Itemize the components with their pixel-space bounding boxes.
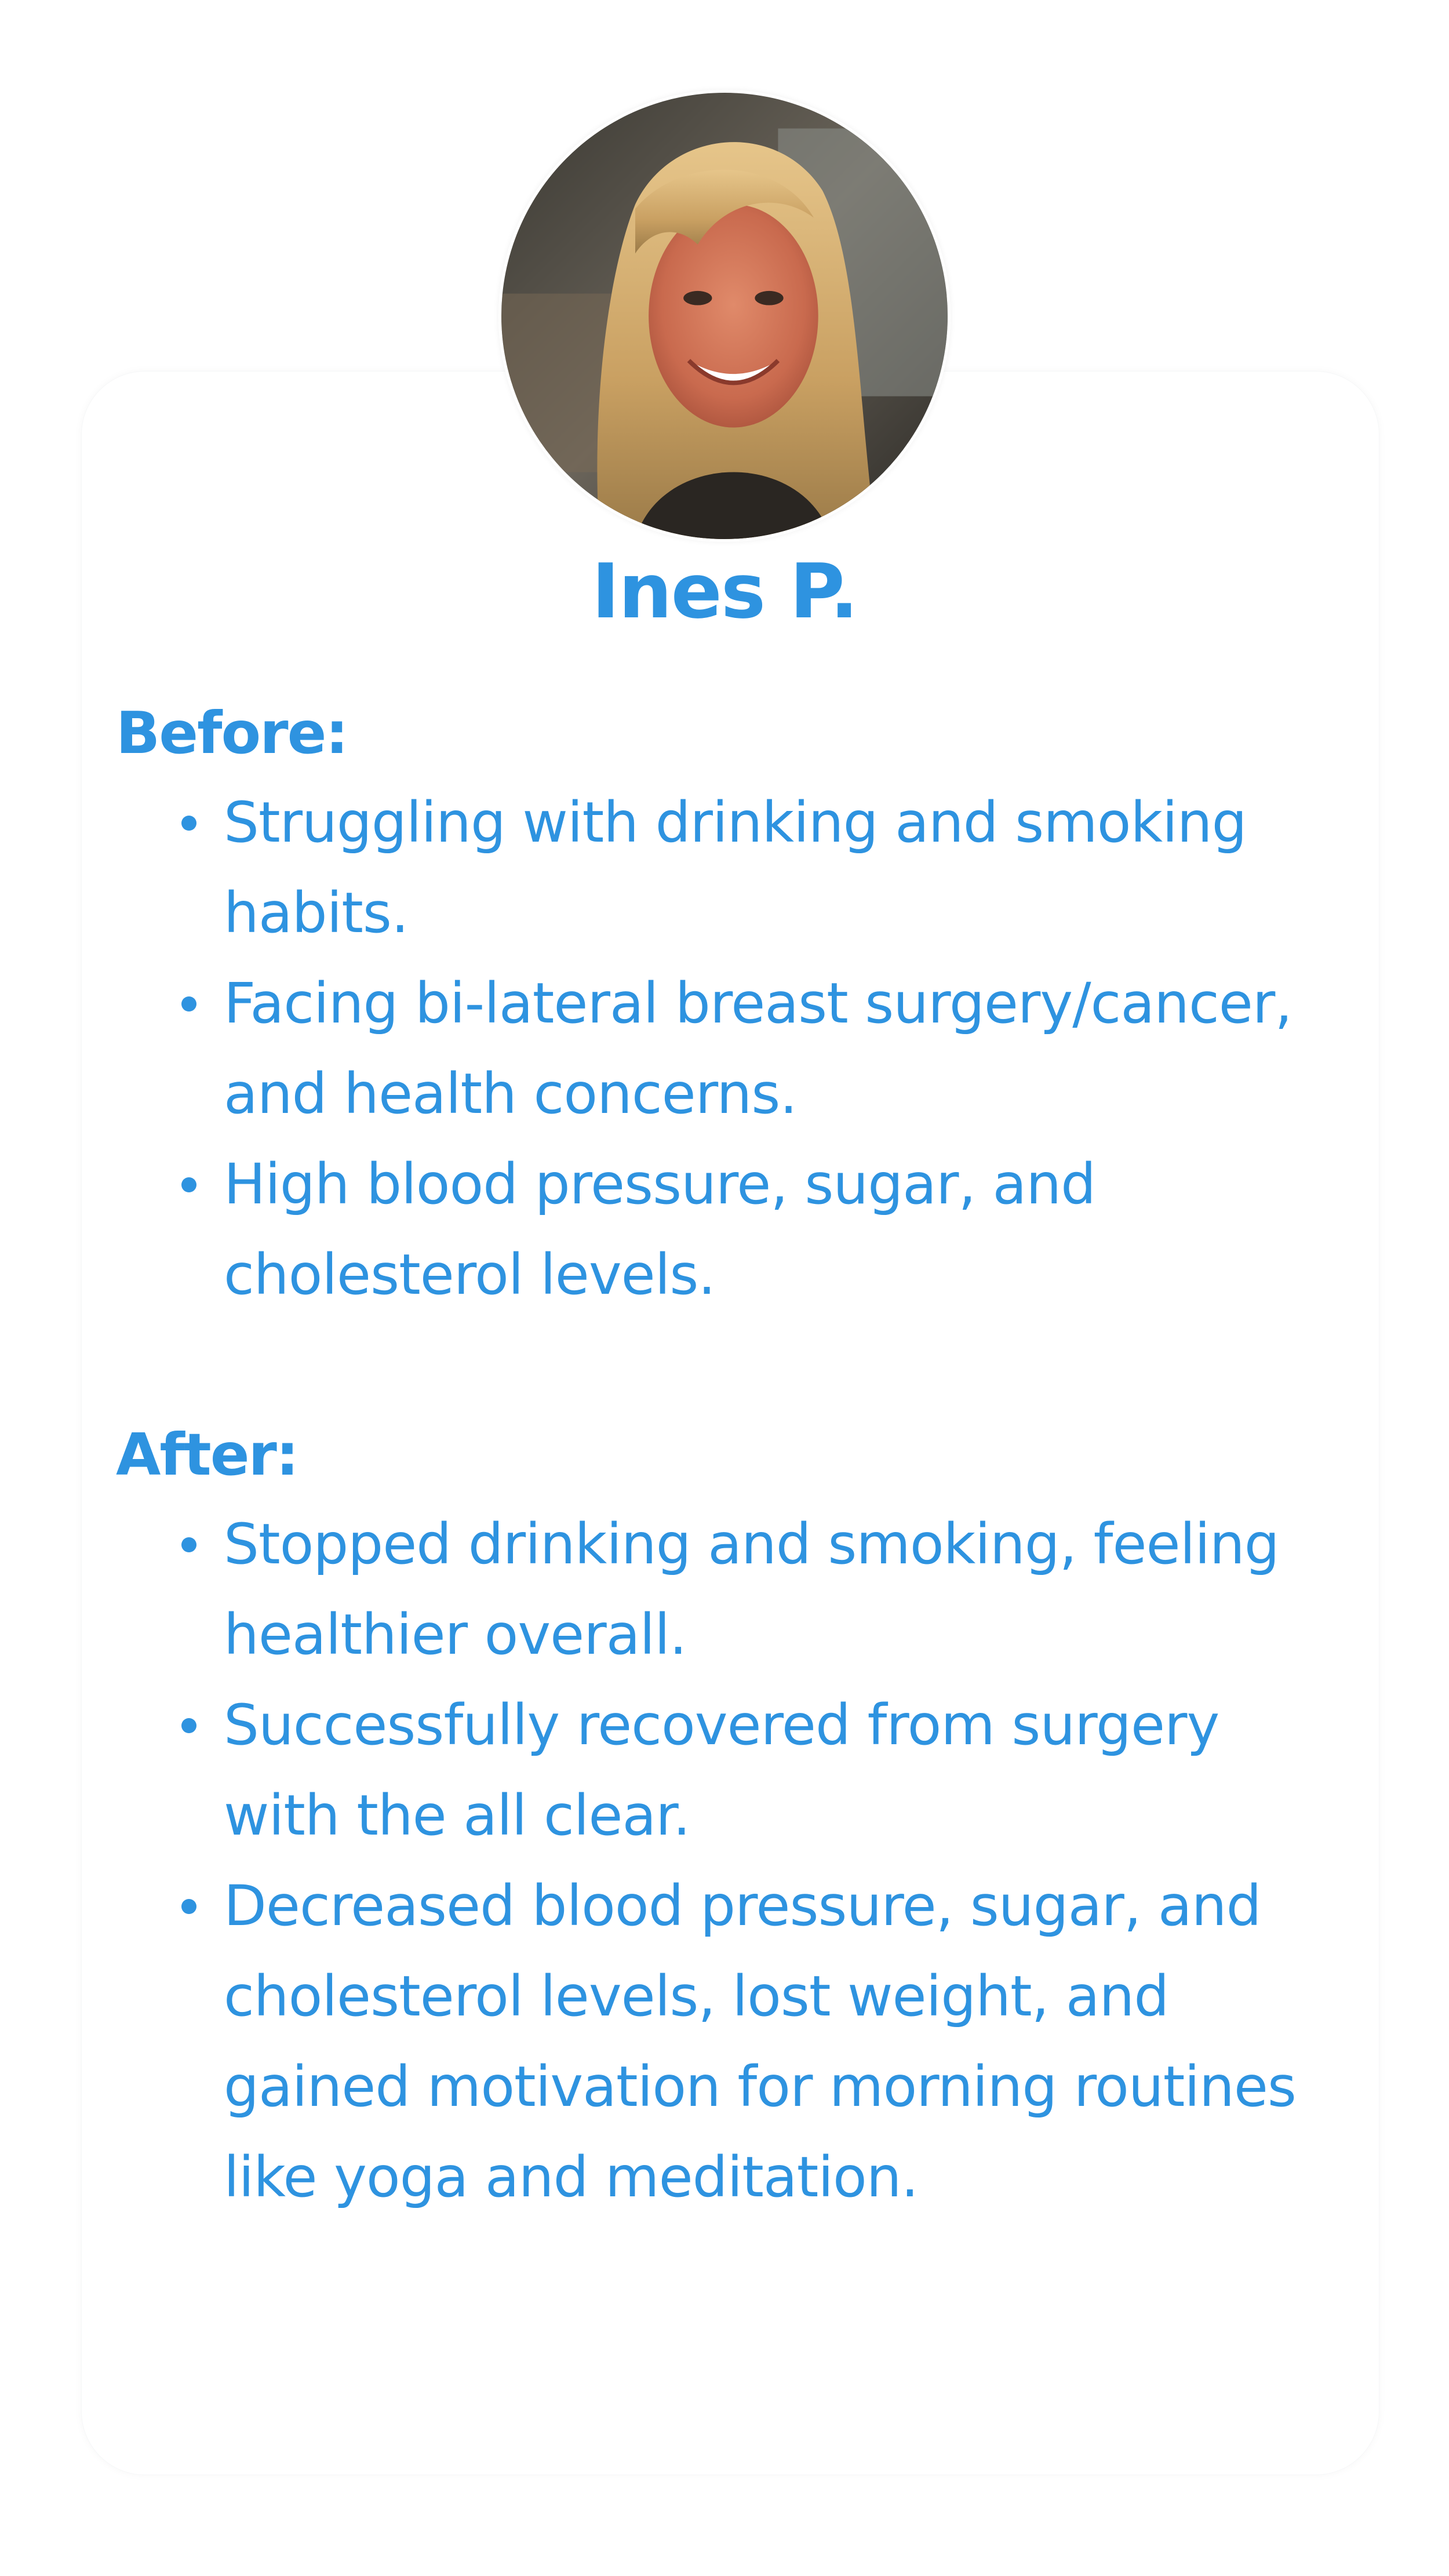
list-item-text: Stopped drinking and smoking, feeling healthier overall.: [224, 1512, 1279, 1667]
bullet-dot-icon: [181, 1537, 196, 1552]
list-item: [116, 777, 1345, 958]
list-item: [116, 1680, 1345, 1861]
after-list: [116, 1499, 1345, 2222]
after-heading: After:: [116, 1421, 298, 1489]
person-name: Ines P.: [591, 547, 858, 635]
list-item-text: Struggling with drinking and smoking habits.: [224, 790, 1247, 945]
list-item: [116, 1499, 1345, 1680]
bullet-dot-icon: [181, 1899, 196, 1914]
list-item-text: Facing bi-lateral breast surgery/cancer, and health concerns.: [224, 971, 1292, 1126]
bullet-dot-icon: [181, 1718, 196, 1733]
list-item-text: Successfully recovered from surgery with the all clear.: [224, 1693, 1219, 1848]
avatar-photo: [501, 93, 948, 539]
avatar-image: [501, 93, 948, 539]
list-item: [116, 1861, 1345, 2222]
bullet-dot-icon: [181, 816, 196, 831]
before-heading: Before:: [116, 699, 348, 767]
list-item: [116, 958, 1345, 1139]
bullet-dot-icon: [181, 1177, 196, 1192]
before-list: [116, 777, 1345, 1320]
after-section: [116, 1409, 1345, 2222]
list-item-text: Decreased blood pressure, sugar, and cholesterol levels, lost weight, and gained motivation for morning routines like yoga and meditation.: [224, 1873, 1296, 2210]
before-section: [116, 687, 1345, 1320]
list-item: [116, 1139, 1345, 1320]
bullet-dot-icon: [181, 996, 196, 1012]
list-item-text: High blood pressure, sugar, and cholesterol levels.: [224, 1152, 1096, 1307]
avatar: [498, 90, 951, 542]
